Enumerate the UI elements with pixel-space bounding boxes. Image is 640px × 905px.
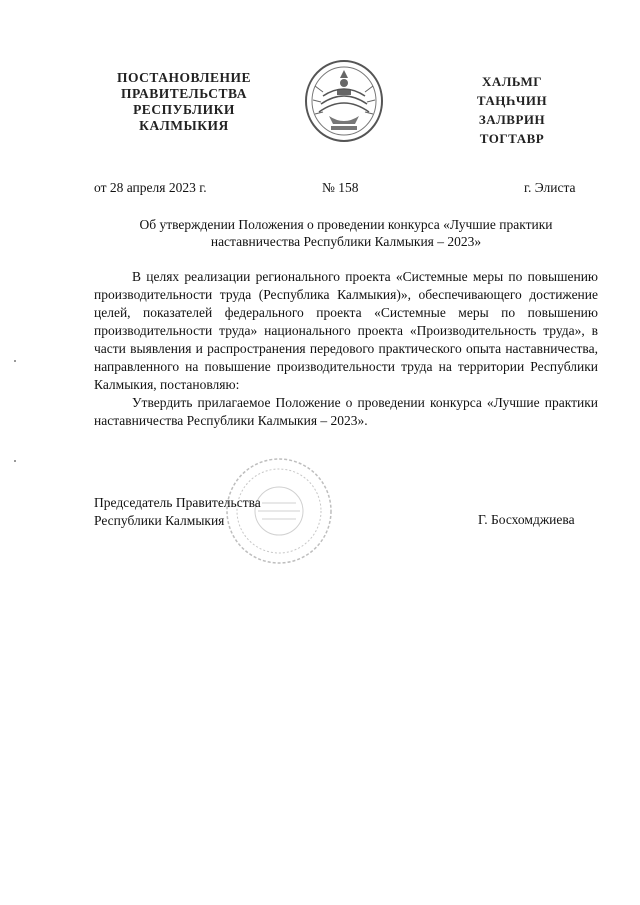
- header-right-line: ЗАЛВРИН: [478, 112, 546, 127]
- body-paragraph: Утвердить прилагаемое Положение о проведении конкурса «Лучшие практики наставничества Республики Калмыкия – 2023».: [94, 395, 598, 428]
- header-right-line: ТОГТАВР: [479, 131, 545, 146]
- title-line: наставничества Республики Калмыкия – 2023»: [210, 234, 482, 249]
- signatory-position: [94, 494, 261, 530]
- scan-artifact: [14, 460, 16, 462]
- header-left-title: [96, 70, 272, 134]
- header-right-title: [462, 72, 562, 148]
- signatory-position-line: Республики Калмыкия: [94, 513, 225, 528]
- document-body: [94, 268, 598, 430]
- coat-of-arms-emblem: [301, 56, 387, 146]
- header-right-line: ХАЛЬМГ: [481, 74, 543, 89]
- header-right-line: ТАҢҺЧИН: [476, 93, 548, 108]
- signatory-name: Г. Босхомджиева: [478, 512, 575, 527]
- header-left-line: ПОСТАНОВЛЕНИЕ: [116, 70, 252, 85]
- document-title: [94, 216, 598, 250]
- signatory-position-line: Председатель Правительства: [94, 495, 261, 510]
- scan-artifact: [14, 360, 16, 362]
- body-paragraph: В целях реализации регионального проекта «Системные меры по повышению производительности труда (Республика Калмыкия)», обеспечивающего достижение целей, показателей федерального проекта «Системные меры по повышению производительности труда» национального проекта «Производительность труда», в части выявления и распространения передового практического опыта наставничества, направленного на повышение производительности труда на территории Республики Калмыкия, постановляю:: [94, 269, 598, 392]
- document-date: от 28 апреля 2023 г.: [94, 180, 207, 195]
- header-left-line: ПРАВИТЕЛЬСТВА: [121, 86, 247, 101]
- header-left-line: РЕСПУБЛИКИ: [133, 102, 235, 117]
- document-city: г. Элиста: [524, 180, 576, 195]
- document-number: № 158: [322, 180, 359, 195]
- header-left-line: КАЛМЫКИЯ: [139, 118, 229, 133]
- title-line: Об утверждении Положения о проведении конкурса «Лучшие практики: [139, 217, 553, 232]
